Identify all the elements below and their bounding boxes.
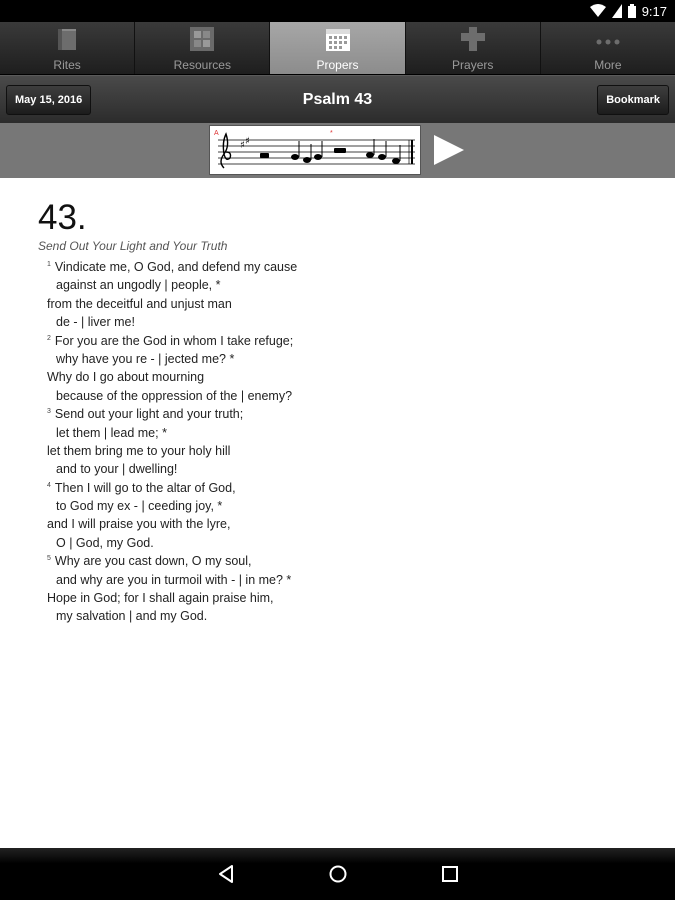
verse-text: let them | lead me; * xyxy=(56,425,167,440)
verse-text: Hope in God; for I shall again praise him, xyxy=(47,591,274,606)
verse-line xyxy=(38,350,297,368)
resources-icon xyxy=(189,26,215,52)
calendar-icon xyxy=(325,26,351,52)
svg-text:♯: ♯ xyxy=(245,136,250,147)
verse-line xyxy=(38,460,297,478)
verse-number: 3 xyxy=(47,408,51,416)
verse-text: O | God, my God. xyxy=(56,535,154,550)
verse-text: from the deceitful and unjust man xyxy=(47,296,232,311)
verse-line xyxy=(38,515,297,533)
chant-bar xyxy=(0,123,675,178)
verse-line xyxy=(38,571,297,589)
verse-line xyxy=(38,424,297,442)
verse-text: de - | liver me! xyxy=(56,315,135,330)
verse-line xyxy=(38,534,297,552)
book-icon xyxy=(54,26,80,52)
tab-label: Rites xyxy=(53,58,81,72)
verse-text: and to your | dwelling! xyxy=(56,462,178,477)
battery-icon xyxy=(628,4,636,18)
verse-line xyxy=(38,276,297,294)
verse-text: Vindicate me, O God, and defend my cause xyxy=(54,260,298,274)
status-time: 9:17 xyxy=(641,3,667,19)
page-title: Psalm 43 xyxy=(302,91,373,108)
wifi-icon xyxy=(590,4,606,18)
verse-text: Why do I go about mourning xyxy=(47,370,205,385)
verse-number: 4 xyxy=(47,481,51,489)
signal-icon xyxy=(612,4,622,18)
verse-line xyxy=(38,313,297,331)
chant-notation-image[interactable] xyxy=(209,125,421,175)
cross-icon xyxy=(460,26,486,52)
tab-label: Propers xyxy=(316,58,359,72)
verse-text: against an ungodly | people, * xyxy=(56,278,221,293)
verse-text: let them bring me to your holy hill xyxy=(47,443,231,458)
back-icon[interactable] xyxy=(214,862,238,886)
verse-text: because of the oppression of the | enemy? xyxy=(56,388,293,403)
tab-prayers[interactable] xyxy=(406,22,541,74)
tab-label: More xyxy=(594,58,622,72)
tab-propers[interactable] xyxy=(270,22,405,74)
verse-line xyxy=(38,387,297,405)
verse-text: Send out your light and your truth; xyxy=(54,407,244,422)
top-tab-bar xyxy=(0,22,675,75)
psalm-verses xyxy=(38,258,297,626)
verse-line xyxy=(38,258,297,276)
verse-line xyxy=(38,332,297,350)
system-nav-bar xyxy=(0,848,675,900)
verse-text: and I will praise you with the lyre, xyxy=(47,517,231,532)
verse-text: to God my ex - | ceeding joy, * xyxy=(56,499,223,514)
verse-line xyxy=(38,295,297,313)
home-icon[interactable] xyxy=(326,862,350,886)
psalm-subtitle: Send Out Your Light and Your Truth xyxy=(38,239,228,253)
verse-text: Why are you cast down, O my soul, xyxy=(54,554,252,569)
tab-rites[interactable] xyxy=(0,22,135,74)
bookmark-button[interactable]: Bookmark xyxy=(597,85,669,115)
psalm-content xyxy=(0,178,675,848)
verse-text: For you are the God in whom I take refuge; xyxy=(54,333,294,348)
psalm-number: 43. xyxy=(38,198,87,237)
verse-line xyxy=(38,497,297,515)
tab-more[interactable] xyxy=(541,22,675,74)
verse-line xyxy=(38,607,297,625)
svg-text:A: A xyxy=(214,130,219,137)
title-bar xyxy=(0,75,675,124)
tab-resources[interactable] xyxy=(135,22,270,74)
verse-text: my salvation | and my God. xyxy=(56,609,208,624)
play-icon[interactable] xyxy=(432,134,466,166)
verse-line xyxy=(38,368,297,386)
verse-number: 1 xyxy=(47,261,51,268)
verse-line xyxy=(38,405,297,423)
tab-label: Prayers xyxy=(452,58,494,72)
verse-number: 2 xyxy=(47,334,51,342)
status-bar xyxy=(0,0,675,22)
verse-number: 5 xyxy=(47,555,51,563)
svg-text:*: * xyxy=(330,130,333,137)
verse-text: Then I will go to the altar of God, xyxy=(54,480,236,495)
date-button[interactable]: May 15, 2016 xyxy=(6,85,91,115)
verse-text: and why are you in turmoil with - | in me? * xyxy=(56,572,292,587)
tab-label: Resources xyxy=(173,58,231,72)
svg-text:♯: ♯ xyxy=(240,140,245,151)
more-dots-icon xyxy=(595,26,621,52)
verse-line xyxy=(38,442,297,460)
verse-line xyxy=(38,479,297,497)
verse-line xyxy=(38,552,297,570)
verse-line xyxy=(38,589,297,607)
recents-icon[interactable] xyxy=(438,862,462,886)
verse-text: why have you re - | jected me? * xyxy=(56,351,235,366)
